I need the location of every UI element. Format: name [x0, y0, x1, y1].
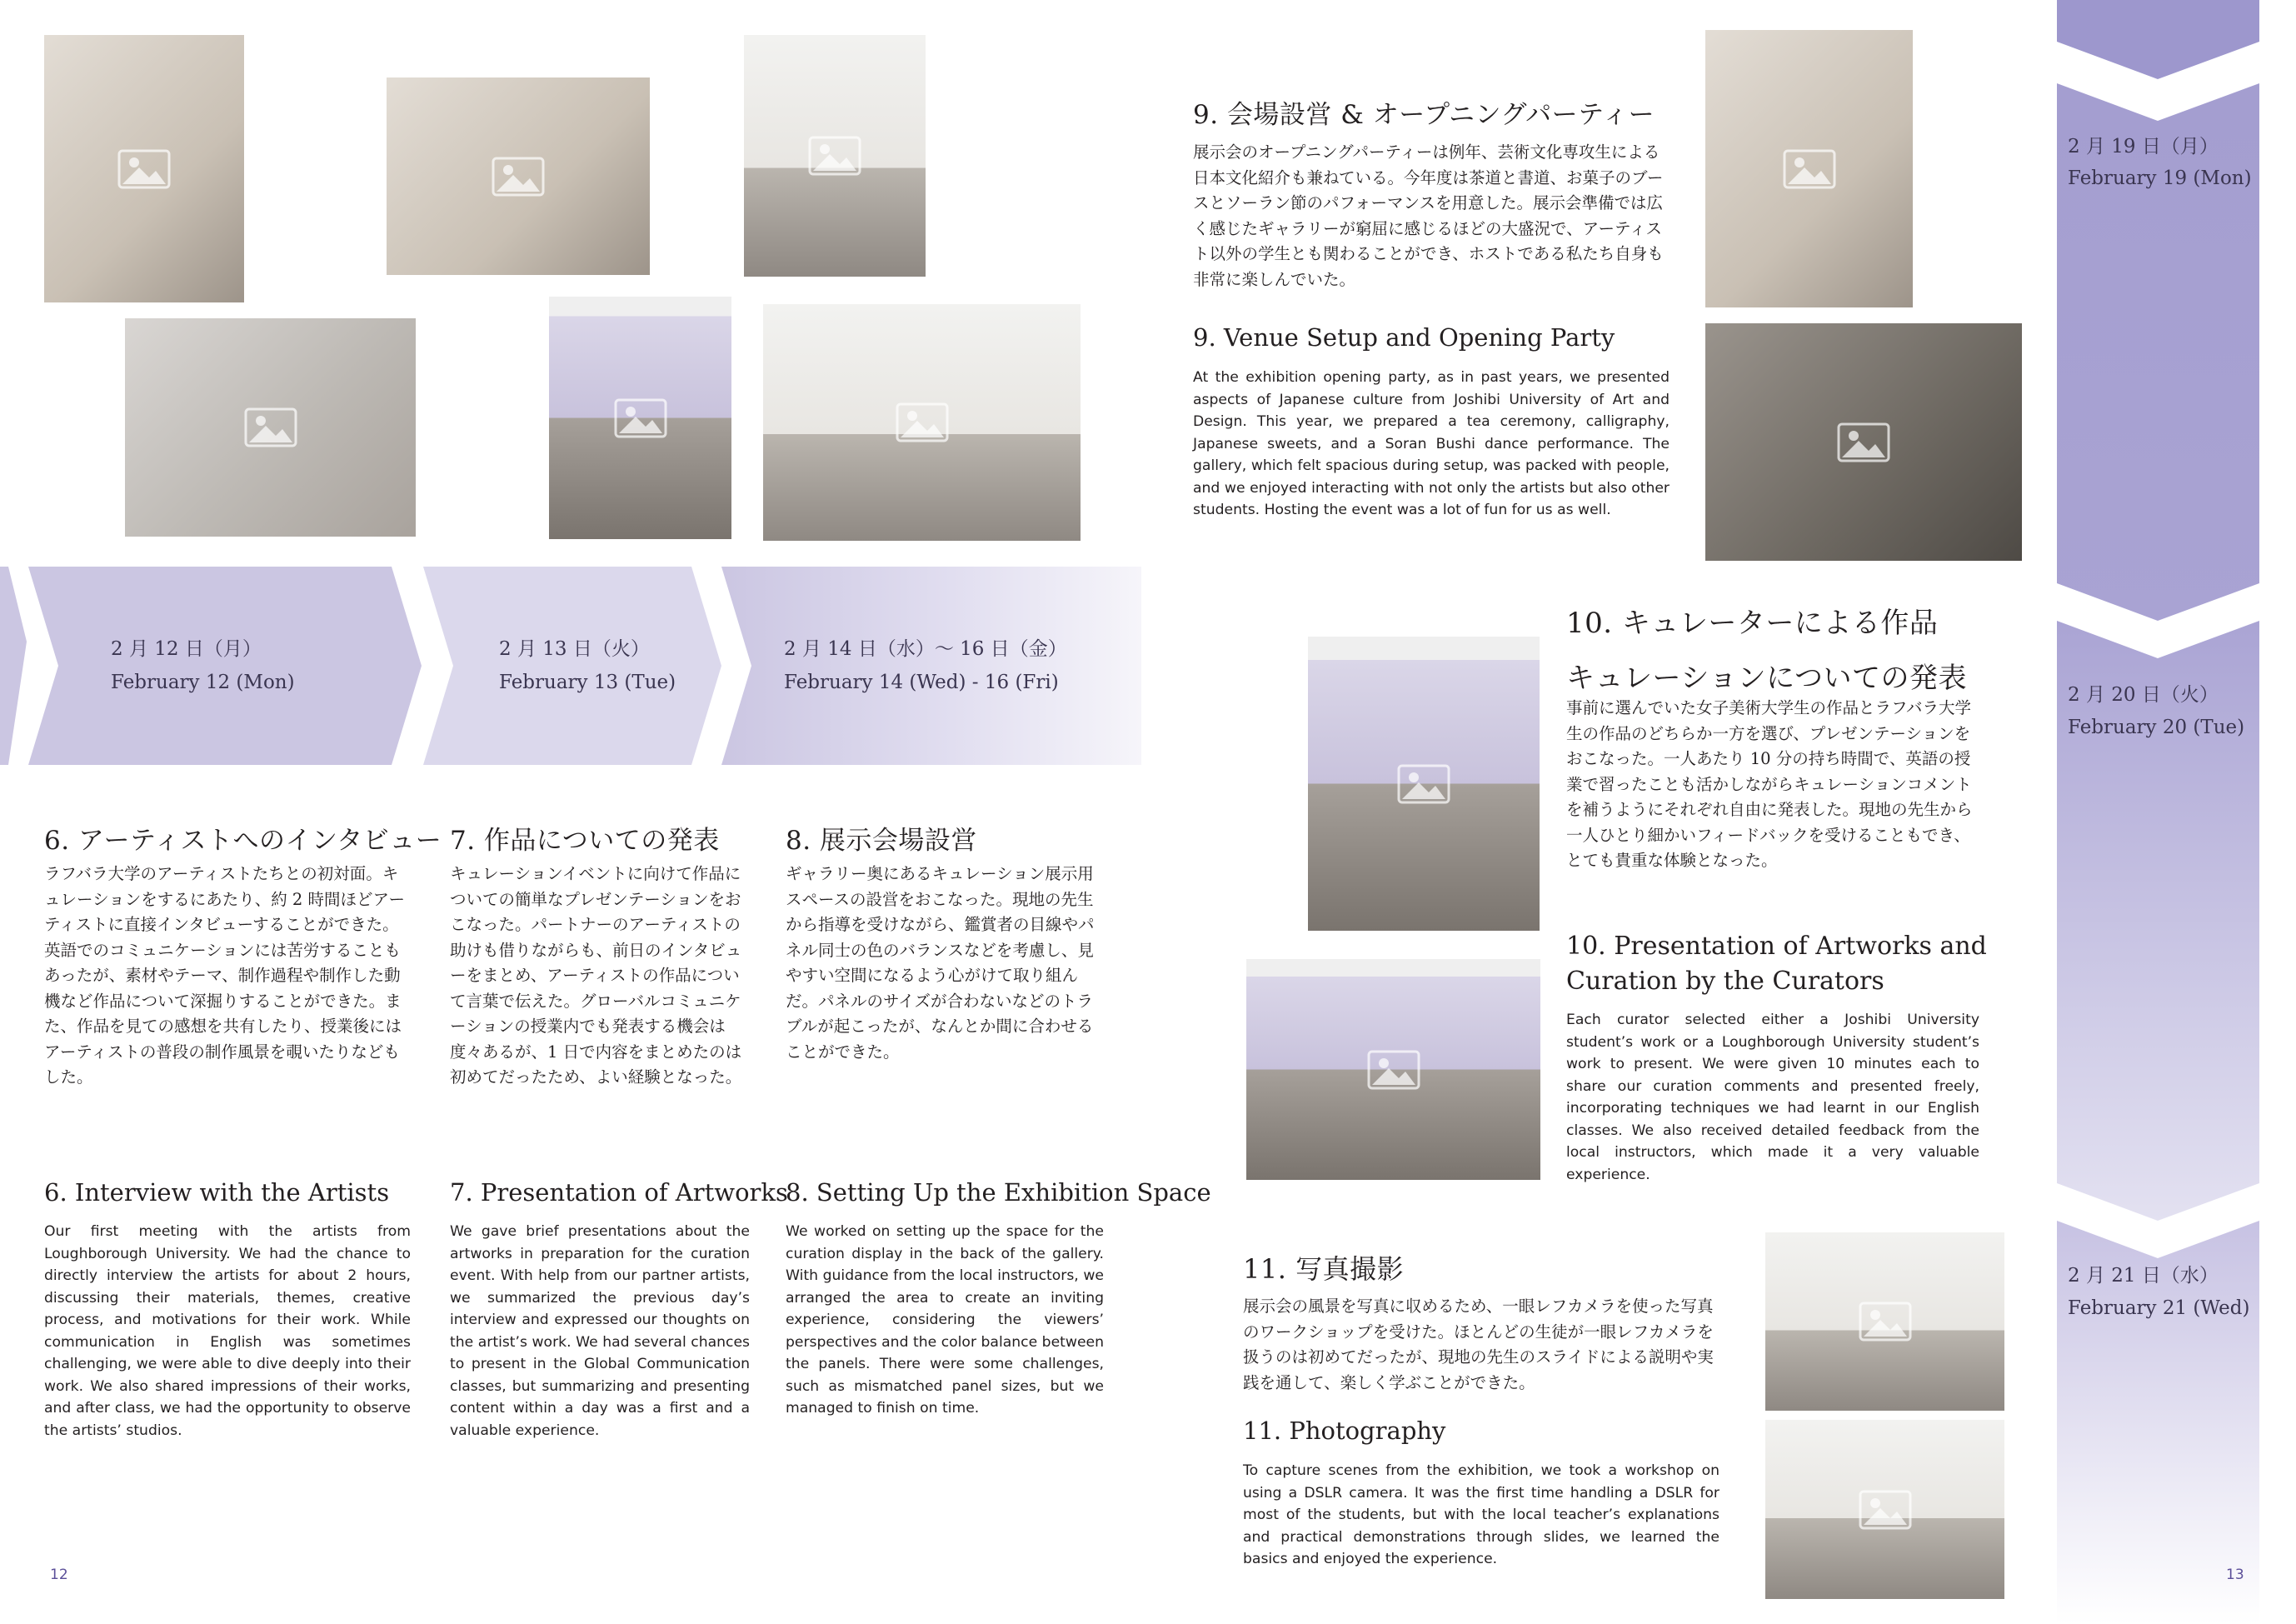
s10-ja-title-line1: 10. キュレーターによる作品: [1566, 607, 1939, 640]
s10-en-body: Each curator selected either a Joshibi University student’s work or a Loughborough University student’s work to present. We were given 10 minutes each to share our curation comments and presented freely, incorporating techniques we had learnt in our English classes. We also received detailed feedback from the local instructors, which made it a very valuable experience.: [1566, 1012, 1979, 1183]
image-placeholder-icon: [896, 402, 949, 442]
s6-en-body: Our first meeting with the artists from Loughborough University. We had the chance to directly interview the artists for about 2 hours, discussing their materials, themes, creative process, and motivations for their work. While communication in English was sometimes challenging, we were able to dive deeply into their work. We also shared impressions of their works, and after class, we had the opportunity to observe the artists’ studios.: [44, 1223, 411, 1439]
photo-soran-bushi-dance: [1705, 323, 2022, 561]
s10-ja-body: 事前に選んでいた女子美術大学生の作品とラフバラ大学生の作品のどちらか一方を選び、プレゼンテーションをおこなった。一人あたり 10 分の持ち時間で、英語の授業で習ったことも活かしながらキュレーションコメントを補うようにそれぞれ自由に発表した。現地の先生から一人ひとり細かいフィードバックを受けることもでき、とても貴重な体験となった。: [1566, 698, 1973, 870]
photo-classroom-wide: [125, 318, 416, 537]
photo-curator-presentation-1: [1308, 637, 1540, 931]
photo-opening-party-tea: [1705, 30, 1913, 307]
photo-students-writing: [387, 77, 650, 275]
s9-ja-title: 9. 会場設営 & オープニングパーティー: [1193, 100, 1655, 130]
s6-en-title: 6. Interview with the Artists: [44, 1178, 390, 1207]
image-placeholder-icon: [492, 157, 545, 197]
date-feb14-en: February 14 (Wed) - 16 (Fri): [784, 672, 1059, 693]
image-placeholder-icon: [1859, 1302, 1912, 1342]
image-placeholder-icon: [808, 136, 861, 176]
photo-interview-table: [44, 35, 244, 302]
s6-ja-body: ラフバラ大学のアーティストたちとの初対面。キュレーションをするにあたり、約 2 時間ほどアーティストに直接インタビューすることができた。英語でのコミュニケーションには苦労することもあったが、素材やテーマ、制作過程や制作した動機など作品について深掘りすることができた。また、作品を見ての感想を共有したり、授業後にはアーティストの普段の制作風景を覗いたりなどもした。: [44, 864, 405, 1087]
s11-ja-title: 11. 写真撮影: [1243, 1253, 1405, 1285]
s8-en-title: 8. Setting Up the Exhibition Space: [786, 1178, 1211, 1207]
s6-ja-title: 6. アーティストへのインタビュー: [44, 826, 442, 856]
s7-ja-title: 7. 作品についての発表: [450, 826, 720, 856]
photo-dslr-workshop-slides: [1765, 1232, 2004, 1411]
page-number-right: 13: [2226, 1567, 2244, 1583]
date-feb21-en: February 21 (Wed): [2068, 1297, 2250, 1319]
date-feb12-ja: 2 月 12 日（月）: [111, 638, 262, 660]
date-feb13-en: February 13 (Tue): [499, 672, 676, 693]
photo-gallery-workshop: [763, 304, 1081, 541]
date-feb19-ja: 2 月 19 日（月）: [2068, 136, 2219, 157]
date-feb13-ja: 2 月 13 日（火）: [499, 638, 650, 660]
image-placeholder-icon: [1783, 149, 1836, 189]
s9-en-title: 9. Venue Setup and Opening Party: [1193, 323, 1615, 352]
s7-ja-body: キュレーションイベントに向けて作品についての簡単なプレゼンテーションをおこなった。パートナーのアーティストの助けも借りながらも、前日のインタビューをまとめ、アーティストの作品について言葉で伝えた。グローバルコミュニケーションの授業内でも発表する機会は度々あるが、1 日で内容をまとめたのは初めてだったため、よい経験となった。: [450, 864, 742, 1087]
s8-ja-title: 8. 展示会場設営: [786, 826, 977, 856]
s10-ja-title-line2: キュレーションについての発表: [1566, 662, 1967, 695]
s8-ja-body: ギャラリー奥にあるキュレーション展示用スペースの設営をおこなった。現地の先生から指導を受けながら、鑑賞者の目線やパネル同士の色のバランスなどを考慮し、見やすい空間になるよう心がけて取り組んだ。パネルのサイズが合わないなどのトラブルが起こったが、なんとか間に合わせることができた。: [786, 864, 1095, 1062]
photo-gallery-setup-floor: [744, 35, 926, 277]
s9-ja-body: 展示会のオープニングパーティーは例年、芸術文化専攻生による日本文化紹介も兼ねている。今年度は茶道と書道、お菓子のブースとソーラン節のパフォーマンスを用意した。展示会準備では広く感じたギャラリーが窮屈に感じるほどの大盛況で、アーティスト以外の学生とも関わることができ、ホストである私たち自身も非常に楽しんでいた。: [1193, 142, 1664, 289]
date-feb19-en: February 19 (Mon): [2068, 167, 2252, 189]
date-feb14-ja: 2 月 14 日（水）〜 16 日（金）: [784, 638, 1067, 660]
s11-en-body: To capture scenes from the exhibition, we took a workshop on using a DSLR camera. It was the first time handling a DSLR for most of the students, but with the local teacher’s explanations and practical demonstrations through slides, we learned the basics and enjoyed the experience.: [1243, 1462, 1720, 1567]
date-feb20-ja: 2 月 20 日（火）: [2068, 684, 2219, 706]
page-number-left: 12: [50, 1567, 68, 1583]
photo-dslr-workshop-practice: [1765, 1420, 2004, 1599]
image-placeholder-icon: [244, 407, 297, 447]
s9-en-body: At the exhibition opening party, as in past years, we presented aspects of Japanese culture from Joshibi University of Art and Design. This year, we prepared a tea ceremony, calligraphy, Japanese sweets, and a Soran Bushi dance performance. The gallery, which felt spacious during setup, was packed with people, and we enjoyed interacting with not only the artists but also other students. Hosting the event was a lot of fun for us as well.: [1193, 369, 1670, 518]
s10-en-title-line1: 10. Presentation of Artworks and: [1566, 932, 1987, 961]
s10-en-title-line2: Curation by the Curators: [1566, 967, 1884, 996]
photo-curator-presentation-2: [1246, 959, 1540, 1180]
image-placeholder-icon: [1397, 764, 1450, 804]
image-placeholder-icon: [1837, 422, 1890, 462]
image-placeholder-icon: [614, 398, 667, 438]
image-placeholder-icon: [1367, 1050, 1420, 1090]
s8-en-body: We worked on setting up the space for the curation display in the back of the gallery. With guidance from the local instructors, we arranged the area to create an inviting experience, considering the viewers’ perspectives and the color balance between the panels. There were some challenges, such as mismatched panel sizes, but we managed to finish on time.: [786, 1223, 1104, 1417]
image-placeholder-icon: [117, 149, 171, 189]
s7-en-body: We gave brief presentations about the artworks in preparation for the curation event. With help from our partner artists, we summarized the previous day’s interview and expressed our thoughts on the artist’s work. We had several chances to present in the Global Communication classes, but summarizing and presenting content within a day was a first and a valuable experience.: [450, 1223, 750, 1439]
date-feb21-ja: 2 月 21 日（水）: [2068, 1265, 2219, 1287]
image-placeholder-icon: [1859, 1490, 1912, 1530]
s7-en-title: 7. Presentation of Artworks: [450, 1178, 788, 1207]
s11-en-title: 11. Photography: [1243, 1417, 1446, 1445]
photo-presentation-screen: [549, 297, 731, 539]
date-feb20-en: February 20 (Tue): [2068, 717, 2245, 738]
s11-ja-body: 展示会の風景を写真に収めるため、一眼レフカメラを使った写真のワークショップを受けた。ほとんどの生徒が一眼レフカメラを扱うのは初めてだったが、現地の先生のスライドによる説明や実践を通して、楽しく学ぶことができた。: [1243, 1297, 1714, 1392]
date-feb12-en: February 12 (Mon): [111, 672, 295, 693]
